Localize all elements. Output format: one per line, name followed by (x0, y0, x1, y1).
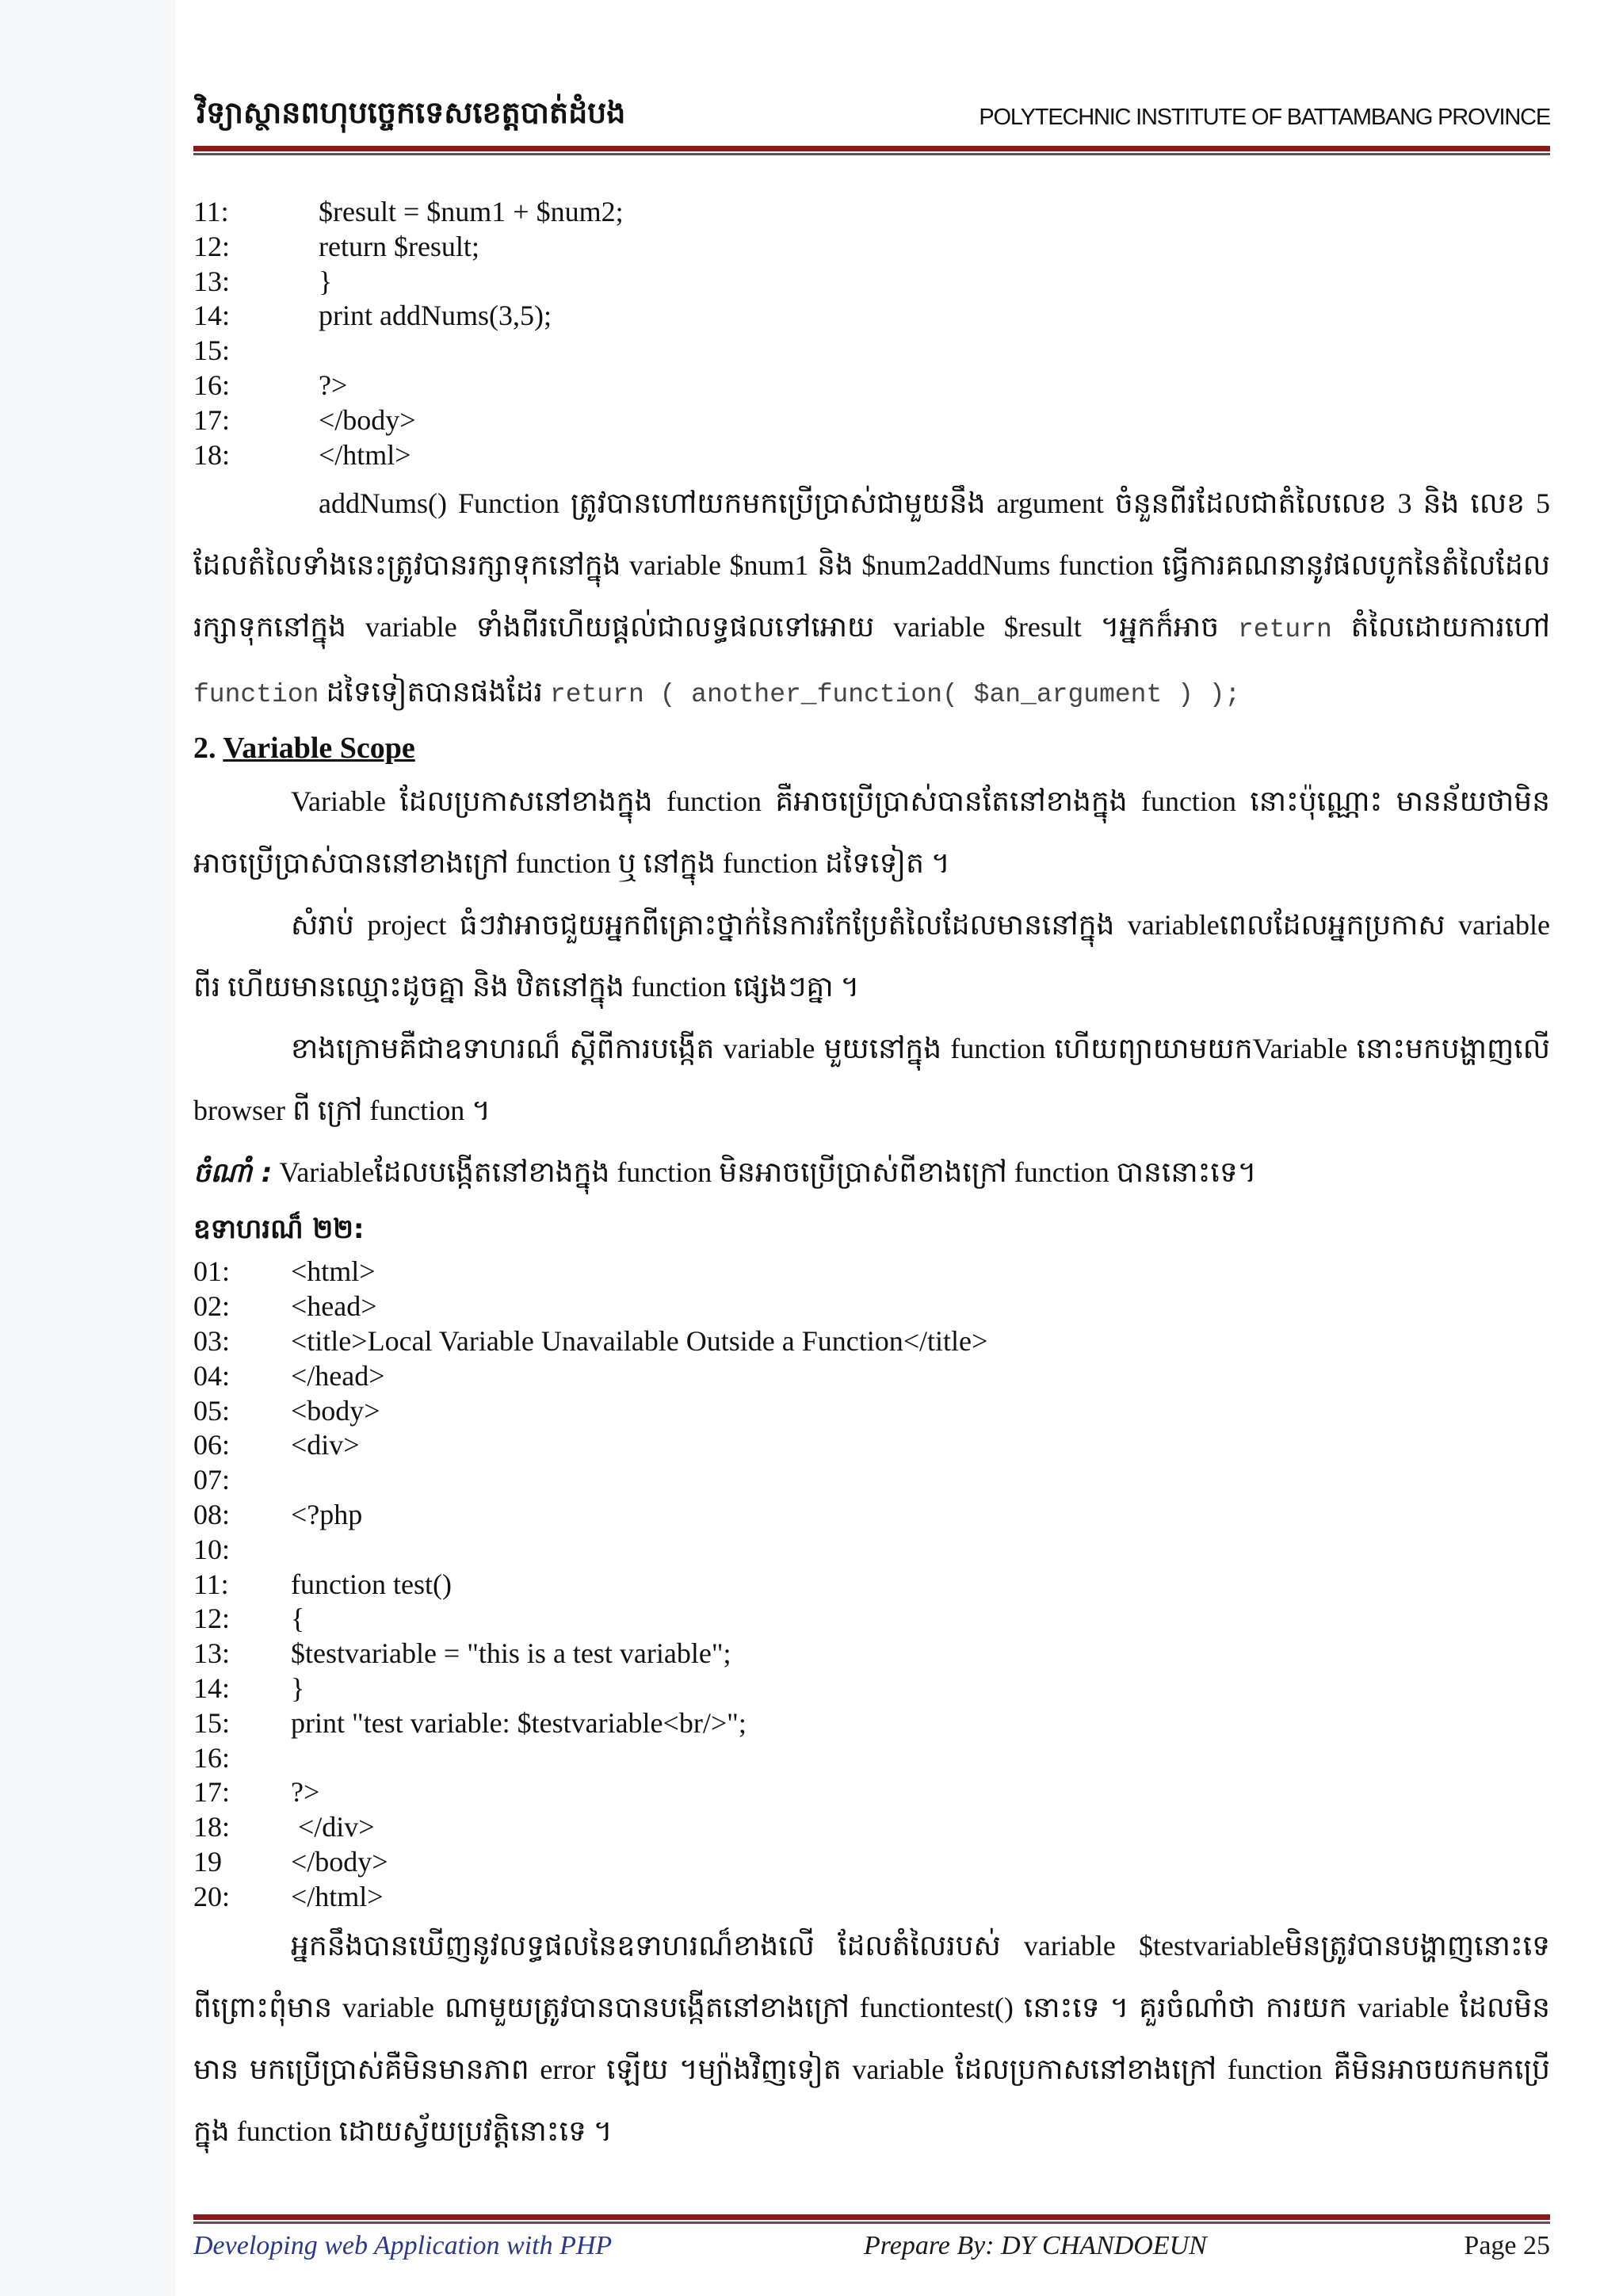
inline-code: function (193, 680, 319, 710)
code-text: <?php (291, 1498, 363, 1530)
code-text: <head> (291, 1290, 377, 1323)
paragraph-explanation: អ្នកនឹងបានឃើញនូវលទ្ធផលនៃឧទាហរណ៏ខាងលើ ដែលតំលៃរបស់ variable $testvariableមិនត្រូវបានបង្ហាញនោះទេ ពីព្រោះពុំមាន variable ណាមួយត្រូវបានបានបង្កើតនៅខាងក្រៅ functiontest() នោះទេ ។ គួរចំណាំថា ការយក variable ដែលមិនមាន មកប្រើប្រាស់គឺមិនមានភាព error ឡើយ ។ម្យ៉ាងវិញទៀត variable ដែលប្រកាសនៅខាងក្រៅ function គឺមិនអាចយកមកប្រើក្នុង function ដោយស្វ័យប្រវត្តិនោះទេ ។ (193, 1929, 1550, 2147)
line-number: 12: (193, 1603, 231, 1635)
code-line (193, 1845, 1550, 1880)
header-institute-khmer: វិទ្យាស្ថានពហុបច្ចេកទេសខេត្តបាត់ដំបង (197, 95, 626, 130)
footer-course-title: Developing web Application with PHP (193, 2231, 613, 2260)
line-number: 10: (193, 1533, 231, 1565)
code-text: </body> (319, 403, 416, 436)
line-number: 12: (193, 230, 231, 262)
code-line (193, 438, 1550, 473)
footer-author: Prepare By: DY CHANDOEUN (864, 2231, 1207, 2260)
code-text: </head> (291, 1359, 385, 1392)
line-number: 07: (193, 1464, 231, 1496)
inline-code: return ( another_function( $an_argument ) ); (549, 680, 1241, 710)
line-number: 14: (193, 300, 231, 332)
footer-rule-thick (193, 2214, 1550, 2220)
paragraph-example-intro: ខាងក្រោមគឺជាឧទាហរណ៏ ស្តីពីការបង្កើត variable មួយនៅក្នុង function ហើយព្យាយាមយកVariable នោះមកបង្ហាញលើ browser ពី ក្រៅ function ។ (193, 1033, 1550, 1127)
footer-rule-thin (193, 2222, 1550, 2224)
code-listing-1 (193, 195, 1550, 472)
line-number: 13: (193, 1637, 231, 1670)
code-text: <title>Local Variable Unavailable Outside a Function</title> (291, 1324, 988, 1357)
code-text: <html> (291, 1255, 376, 1288)
paragraph-text: addNums() Function ត្រូវបានហៅយកមកប្រើប្រាស់ជាមួយនឹង argument ចំនួនពីរដែលជាតំលៃលេខ 3 និង លេខ 5 ដែលតំលៃទាំងនេះត្រូវបានរក្សាទុកនៅក្នុង variable $num1 និង $num2addNums function ធ្វើការគណនានូវផលបូកនៃតំលៃដែលរក្សាទុកនៅក្នុង variable ទាំងពីរហើយផ្តល់ជាលទ្ធផលទៅអោយ variable $result ។អ្នកក៏អាច (193, 487, 1550, 644)
line-number: 14: (193, 1671, 231, 1704)
code-text: <div> (291, 1429, 360, 1461)
code-text: print addNums(3,5); (319, 300, 552, 332)
line-number: 16: (193, 1741, 231, 1774)
line-number: 02: (193, 1290, 231, 1323)
line-number: 04: (193, 1359, 231, 1392)
line-number: 17: (193, 1776, 231, 1809)
code-line (193, 1637, 1550, 1671)
code-listing-2 (193, 1255, 1550, 1914)
code-line (193, 1498, 1550, 1533)
note-text: Variableដែលបង្កើតនៅខាងក្នុង function មិនអាចប្រើប្រាស់ពីខាងក្រៅ function បាននោះទេ។ (272, 1156, 1257, 1189)
code-line (193, 1602, 1550, 1637)
header-institute-english: POLYTECHNIC INSTITUTE OF BATTAMBANG PROVINCE (979, 105, 1550, 130)
code-line (193, 1255, 1550, 1289)
code-line (193, 195, 1550, 230)
code-line (193, 299, 1550, 334)
code-line (193, 1394, 1550, 1429)
line-number: 19 (193, 1845, 222, 1878)
paragraph-project: សំរាប់ project ធំៗវាអាចជួយអ្នកពីគ្រោះថ្នាក់នៃការកែប្រែតំលៃដែលមាននៅក្នុង variableពេលដែលអ្នកប្រកាស variable ពីរ ហើយមានឈ្មោះដូចគ្នា និង ឋិតនៅក្នុង function ផ្សេងៗគ្នា ។ (193, 909, 1550, 1003)
line-number: 16: (193, 369, 231, 401)
code-line (193, 369, 1550, 403)
example-label: ឧទាហរណ៏ ២២: (193, 1213, 365, 1246)
note (193, 1141, 1550, 1204)
code-line (193, 1706, 1550, 1741)
code-text: { (291, 1603, 305, 1635)
code-text: <body> (291, 1394, 380, 1427)
code-text: print "test variable: $testvariable<br/>"; (291, 1706, 747, 1739)
section-title: Variable Scope (223, 732, 415, 766)
note-label: ចំណាំ : (193, 1157, 273, 1190)
paragraph-text: តំលៃដោយការហៅ (1331, 611, 1550, 644)
code-line (193, 334, 1550, 369)
code-line (193, 403, 1550, 438)
header-rule-thick (193, 146, 1550, 151)
code-text: ?> (319, 369, 348, 401)
code-text: ?> (291, 1776, 320, 1809)
section-number: 2. (193, 732, 223, 766)
code-line (193, 1463, 1550, 1498)
code-text: </div> (291, 1811, 375, 1843)
code-text: return $result; (319, 230, 479, 262)
page-body (193, 195, 1550, 2162)
footer-page-number: Page 25 (1464, 2231, 1550, 2260)
line-number: 06: (193, 1429, 231, 1461)
paragraph-text: ដទៃទៀតបានផងដែរ (319, 676, 550, 709)
line-number: 11: (193, 1568, 229, 1600)
code-line (193, 265, 1550, 300)
code-text: function test() (291, 1568, 452, 1600)
code-text: } (291, 1671, 305, 1704)
header-rule-thin (193, 153, 1550, 155)
line-number: 18: (193, 1811, 231, 1843)
code-line (193, 1810, 1550, 1845)
line-number: 11: (193, 196, 229, 227)
code-text: $result = $num1 + $num2; (319, 196, 624, 227)
code-text: </body> (291, 1845, 388, 1878)
inline-code: return (1237, 615, 1332, 645)
code-text: } (319, 265, 333, 297)
code-line (193, 1880, 1550, 1915)
code-line (193, 1428, 1550, 1463)
code-line (193, 230, 1550, 265)
paragraph-addnums (193, 472, 1550, 726)
code-line (193, 1775, 1550, 1810)
code-line (193, 1533, 1550, 1568)
line-number: 13: (193, 265, 231, 297)
code-text: </html> (319, 438, 411, 471)
line-number: 01: (193, 1255, 231, 1288)
line-number: 18: (193, 438, 231, 471)
code-line (193, 1671, 1550, 1706)
code-line (193, 1568, 1550, 1603)
code-line (193, 1289, 1550, 1324)
code-line (193, 1324, 1550, 1359)
code-text: </html> (291, 1880, 384, 1912)
line-number: 15: (193, 334, 231, 367)
code-line (193, 1741, 1550, 1776)
line-number: 08: (193, 1498, 231, 1530)
line-number: 03: (193, 1324, 231, 1357)
code-line (193, 1359, 1550, 1394)
line-number: 05: (193, 1394, 231, 1427)
code-text: $testvariable = "this is a test variable"; (291, 1637, 731, 1670)
section-heading (193, 726, 1550, 770)
page-margin-shade (0, 0, 176, 2296)
line-number: 20: (193, 1880, 231, 1912)
line-number: 15: (193, 1706, 231, 1739)
line-number: 17: (193, 403, 231, 436)
paragraph-scope-intro: Variable ដែលប្រកាសនៅខាងក្នុង function គឺអាចប្រើប្រាស់បានតែនៅខាងក្នុង function នោះប៉ុណ្ណោះ មានន័យថាមិនអាចប្រើប្រាស់បាននៅខាងក្រៅ function ឬ នៅក្នុង function ដទៃទៀត ។ (193, 785, 1550, 880)
